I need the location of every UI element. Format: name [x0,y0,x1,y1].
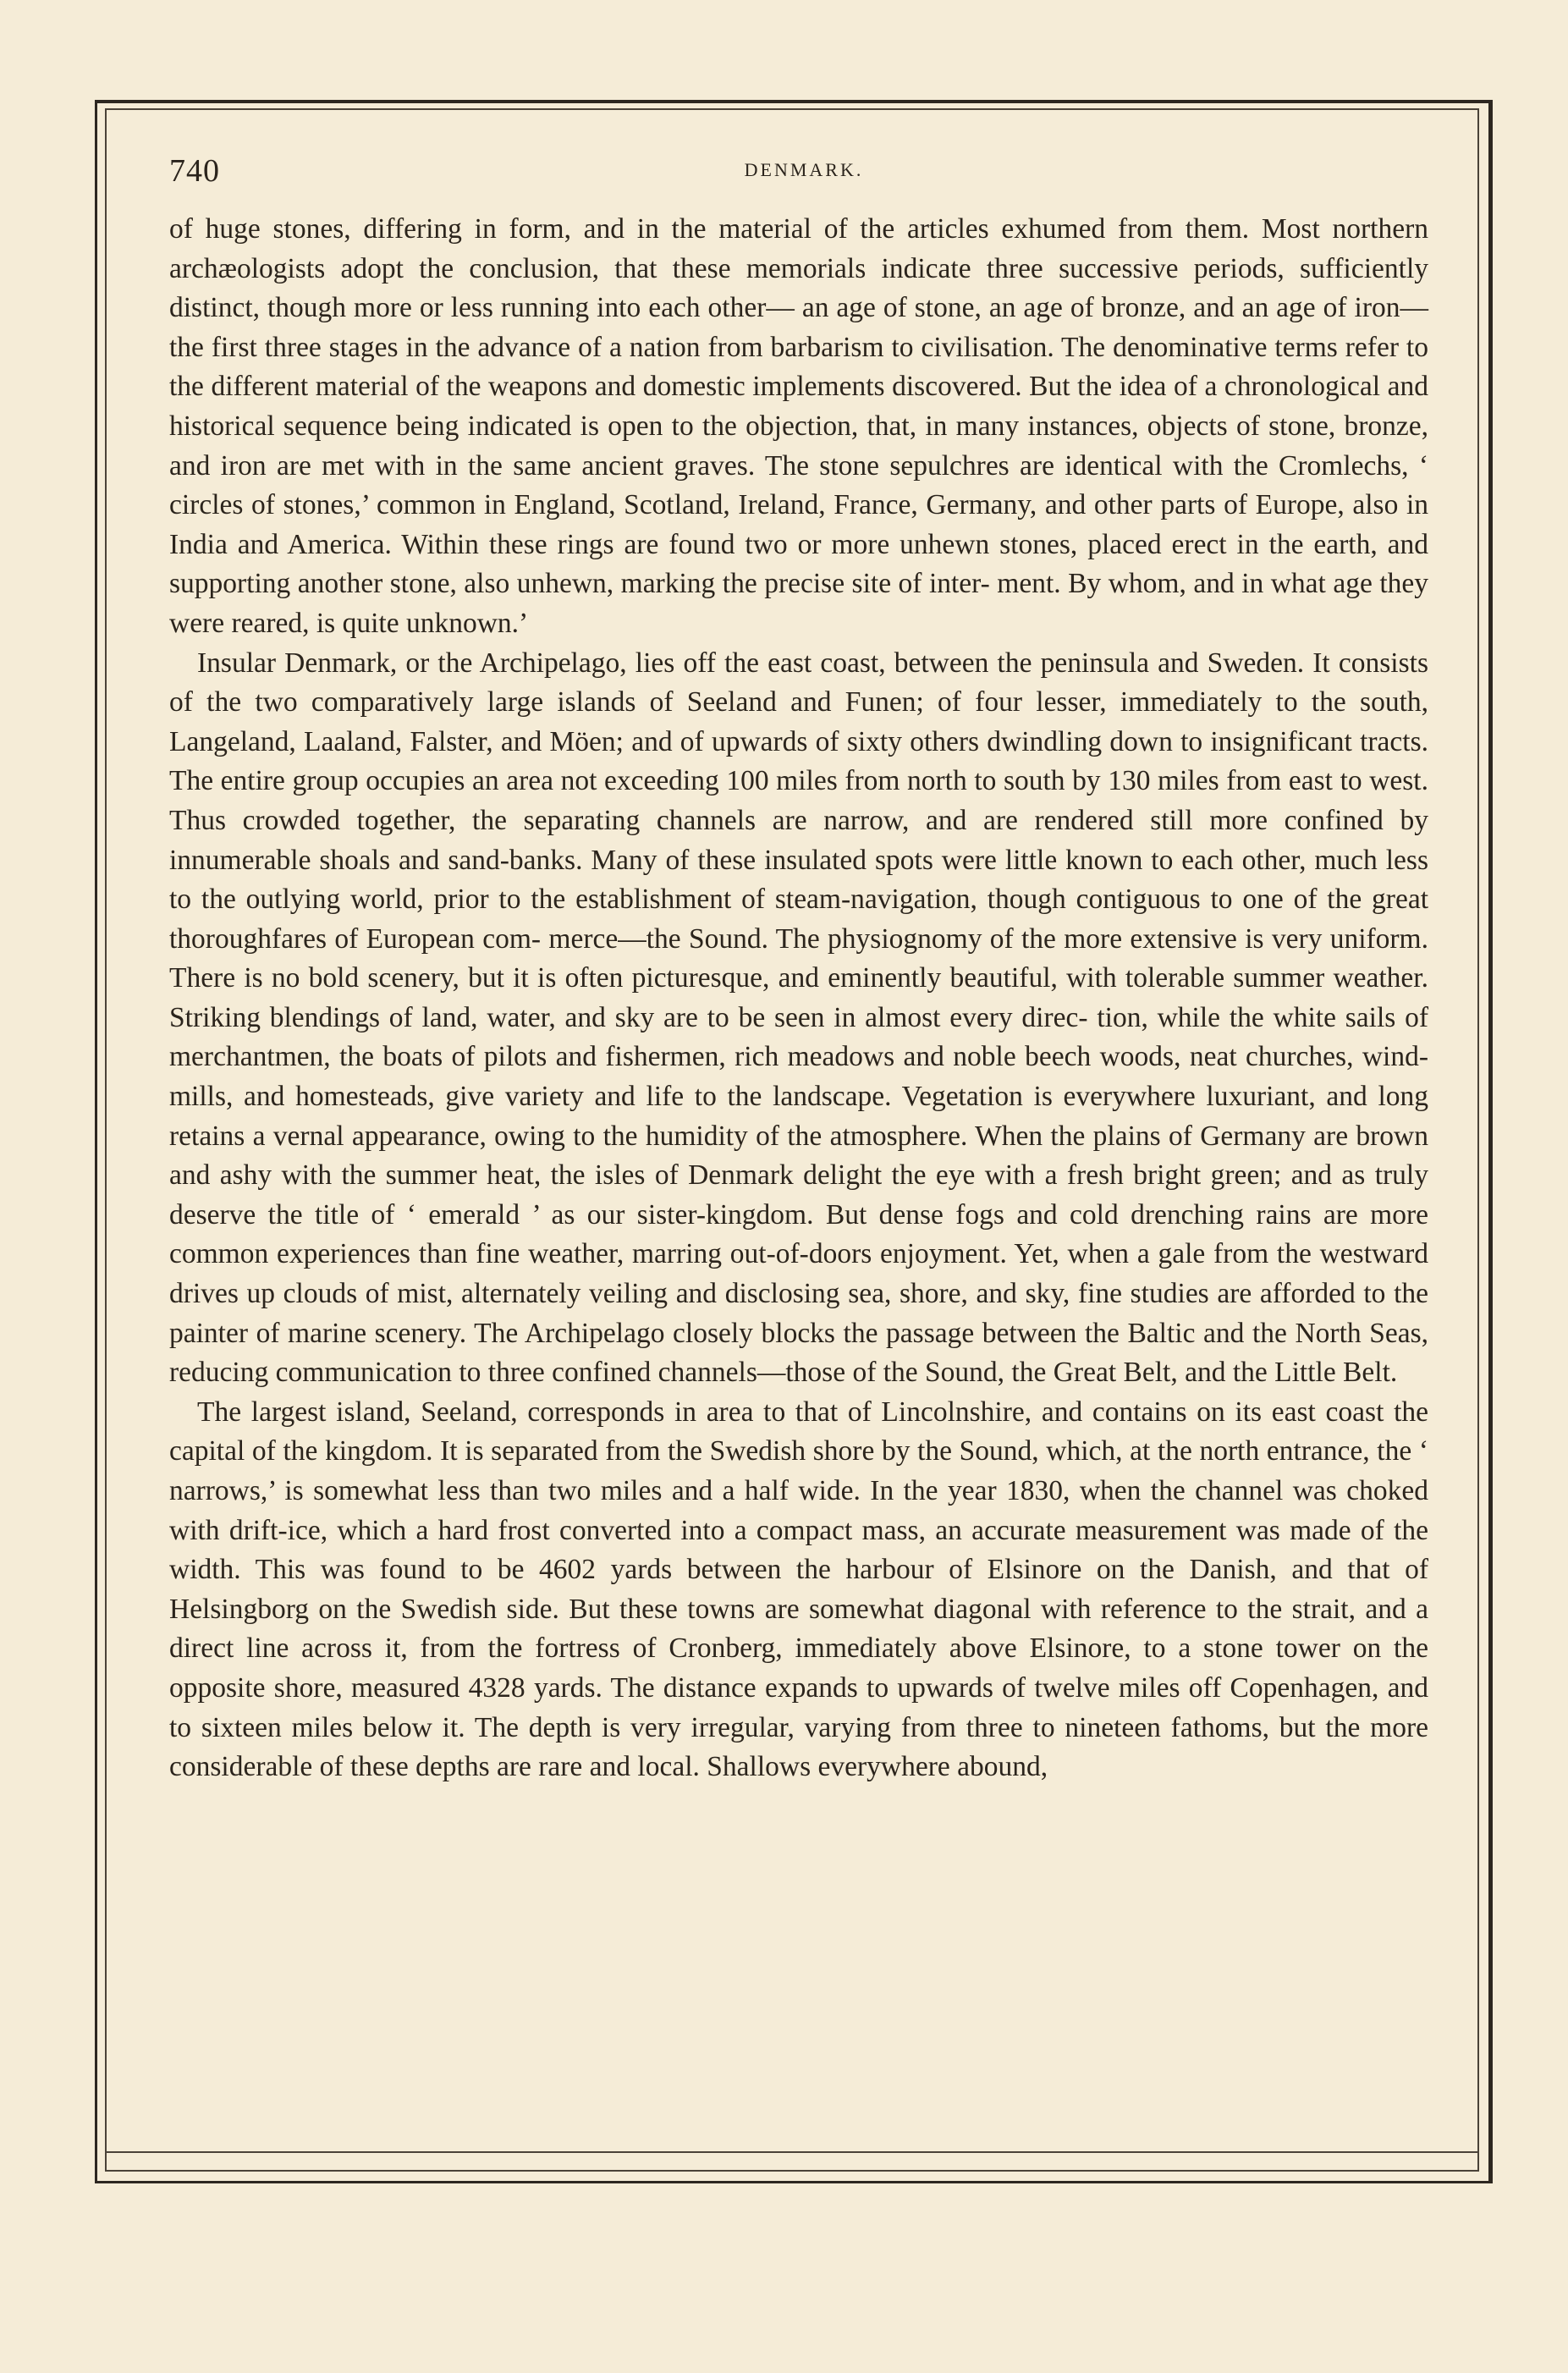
page-header [169,152,1439,195]
running-title: DENMARK. [744,159,864,180]
paragraph-1: of huge stones, differing in form, and in the material of the articles exhumed from them. Most northern archæologists adopt the conclusion, that these memorials indicate three successive periods, sufficiently distinct, though more or less running into each other— an age of stone, an age of bronze, and an age of iron—the first three stages in the advance of a nation from barbarism to civilisation. The denominative terms refer to the different material of the weapons and domestic implements discovered. But the idea of a chronological and historical sequence being indicated is open to the objection, that, in many instances, objects of stone, bronze, and iron are met with in the same ancient graves. The stone sepulchres are identical with the Cromlechs, ‘ circles of stones,’ common in England, Scotland, Ireland, France, Germany, and other parts of Europe, also in India and America. Within these rings are found two or more unhewn stones, placed erect in the earth, and supporting another stone, also unhewn, marking the precise site of inter- ment. By whom, and in what age they were reared, is quite unknown.’ [169,213,1428,639]
page-number: 740 [169,153,220,189]
paragraph-2: Insular Denmark, or the Archipelago, lies off the east coast, between the peninsula and Sweden. It consists of the two comparatively large islands of Seeland and Funen; of four lesser, immediately to the south, Langeland, Laaland, Falster, and Möen; and of upwards of sixty others dwindling down to insignificant tracts. The entire group occupies an area not exceeding 100 miles from north to south by 130 miles from east to west. Thus crowded together, the separating channels are narrow, and are rendered still more confined by innumerable shoals and sand-banks. Many of these insulated spots were little known to each other, much less to the outlying world, prior to the establishment of steam-navigation, though contiguous to one of the great thoroughfares of European com- merce—the Sound. The physiognomy of the more extensive is very uniform. There is no bold scenery, but it is often picturesque, and eminently beautiful, with tolerable summer weather. Striking blendings of land, water, and sky are to be seen in almost every direc- tion, while the white sails of merchantmen, the boats of pilots and fishermen, rich meadows and noble beech woods, neat churches, wind-mills, and homesteads, give variety and life to the landscape. Vegetation is everywhere luxuriant, and long retains a vernal appearance, owing to the humidity of the atmosphere. When the plains of Germany are brown and ashy with the summer heat, the isles of Denmark delight the eye with a fresh bright green; and as truly deserve the title of ‘ emerald ’ as our sister-kingdom. But dense fogs and cold drenching rains are more common experiences than fine weather, marring out-of-doors enjoyment. Yet, when a gale from the westward drives up clouds of mist, alternately veiling and disclosing sea, shore, and sky, fine studies are afforded to the painter of marine scenery. The Archipelago closely blocks the passage between the Baltic and the North Seas, reducing communication to three confined channels—those of the Sound, the Great Belt, and the Little Belt. [169,647,1428,1389]
paragraph-3: The largest island, Seeland, corresponds in area to that of Lincolnshire, and contains on its east coast the capital of the kingdom. It is separated from the Swedish shore by the Sound, which, at the north entrance, the ‘ narrows,’ is somewhat less than two miles and a half wide. In the year 1830, when the channel was choked with drift-ice, which a hard frost converted into a compact mass, an accurate measurement was made of the width. This was found to be 4602 yards between the harbour of Elsinore on the Danish, and that of Helsingborg on the Swedish side. But these towns are somewhat diagonal with reference to the strait, and a direct line across it, from the fortress of Cronberg, immediately above Elsinore, to a stone tower on the opposite shore, measured 4328 yards. The distance expands to upwards of twelve miles off Copenhagen, and to sixteen miles below it. The depth is very irregular, varying from three to nineteen fathoms, but the more considerable of these depths are rare and local. Shallows everywhere abound, [169,1396,1428,1783]
body-text [169,210,1428,1787]
bottom-rule [105,2151,1479,2153]
